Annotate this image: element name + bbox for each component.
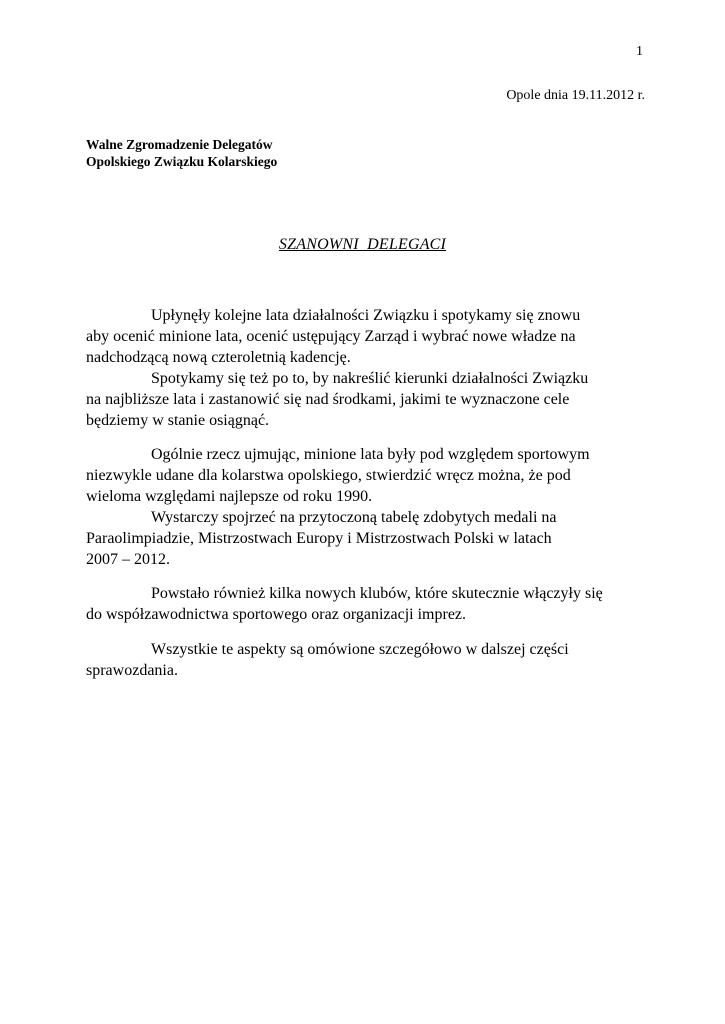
body-line-8: niezwykle udane dla kolarstwa opolskiego, stwierdzić wręcz można, że pod	[86, 467, 571, 484]
body-line-16: sprawozdania.	[86, 662, 178, 679]
recipient-line-2: Opolskiego Związku Kolarskiego	[86, 154, 278, 169]
page-number: 1	[636, 44, 643, 59]
salutation-heading-text: SZANOWNI DELEGACI	[278, 236, 447, 253]
body-line-2: aby ocenić minione lata, ocenić ustępujący Zarząd i wybrać nowe władze na	[86, 328, 576, 345]
body-line-3: nadchodzącą nową czteroletnią kadencję.	[86, 349, 351, 366]
salutation-heading	[0, 236, 725, 254]
body-line-4: Spotykamy się też po to, by nakreślić kierunki działalności Związku	[151, 370, 589, 387]
body-line-14: do współzawodnictwa sportowego oraz organizacji imprez.	[86, 606, 467, 623]
body-line-13: Powstało również kilka nowych klubów, które skutecznie włączyły się	[151, 585, 603, 602]
recipient-block	[86, 136, 277, 170]
body-line-15: Wszystkie te aspekty są omówione szczegółowo w dalszej części	[151, 641, 569, 658]
body-line-5: na najbliższe lata i zastanowić się nad środkami, jakimi te wyznaczone cele	[86, 391, 570, 408]
body-line-9: wieloma względami najlepsze od roku 1990.	[86, 488, 373, 505]
recipient-line-1: Walne Zgromadzenie Delegatów	[86, 137, 273, 152]
body-line-6: będziemy w stanie osiągnąć.	[86, 412, 270, 429]
body-line-12: 2007 – 2012.	[86, 551, 170, 568]
body-line-7: Ogólnie rzecz ujmując, minione lata były pod względem sportowym	[151, 446, 590, 463]
body-line-10: Wystarczy spojrzeć na przytoczoną tabelę zdobytych medali na	[151, 509, 557, 526]
date-line: Opole dnia 19.11.2012 r.	[506, 88, 645, 103]
body-line-11: Paraolimpiadzie, Mistrzostwach Europy i Mistrzostwach Polski w latach	[86, 530, 552, 547]
body-line-1: Upłynęły kolejne lata działalności Związku i spotykamy się znowu	[151, 307, 581, 324]
